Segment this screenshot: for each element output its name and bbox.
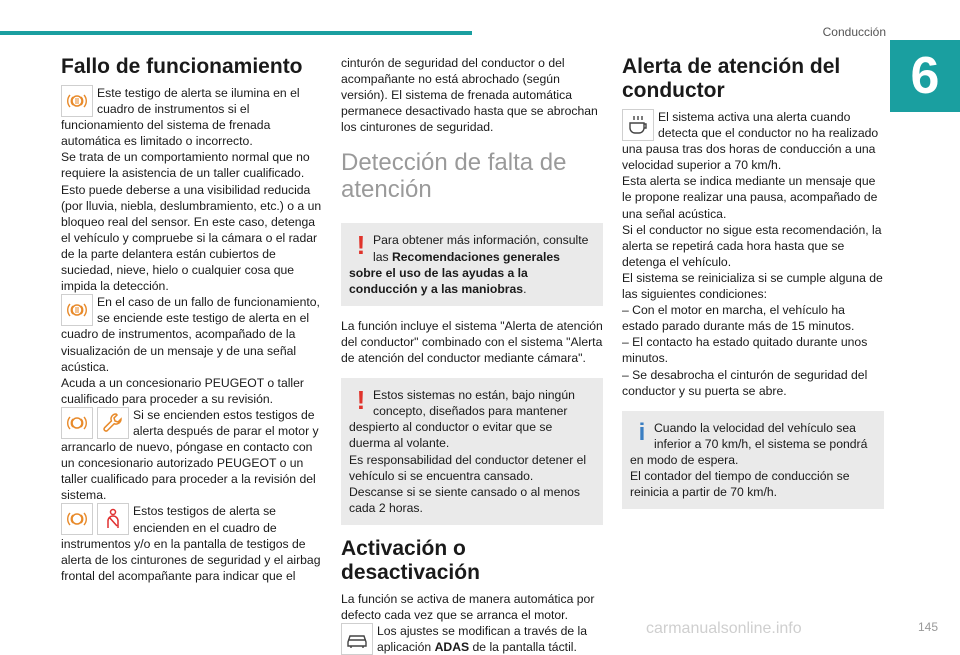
paragraph: Si el conductor no sigue esta recomendación, la alerta se repetirá cada hora hasta que se detenga el vehículo.	[622, 222, 882, 269]
list-item: – Con el motor en marcha, el vehículo ha estado parado durante más de 15 minutos.	[622, 303, 855, 334]
page-number: 145	[917, 620, 938, 634]
aeb-warning-icon	[61, 503, 93, 535]
list-item: – Se desabrocha el cinturón de seguridad del conductor y su puerta se abre.	[622, 367, 868, 398]
paragraph: La función incluye el sistema "Alerta de atención del conductor" combinado con el sistema "Alerta de atención del conductor mediante cámara".	[341, 318, 603, 366]
watermark: carmanualsonline.info	[646, 620, 802, 637]
paragraph: Esto puede deberse a una visibilidad reducida (por lluvia, niebla, deslumbramiento, etc.) o a un bloqueo real del sensor. En este caso, detenga el vehículo y compruebe si la cámara o el radar de la parte delantera están cubiertos de suciedad, nieve, hielo o cualquier cosa que impida la detección.	[61, 182, 322, 294]
paragraph: Este testigo de alerta se ilumina en el cuadro de instrumentos si el funcionamiento del sistema de frenada automática es limitado o incorrecto.	[61, 86, 300, 149]
paragraph: Acuda a un concesionario PEUGEOT o taller cualificado para proceder a su revisión.	[61, 375, 304, 406]
note-text: Estos sistemas no están, bajo ningún concepto, diseñados para mantener despierto al conductor o evitar que se duerma al volante. Es responsabilidad del conductor detener el vehículo si se encuentra cansado. Descanse si se siente cansado o al menos cada 2 horas.	[349, 388, 587, 515]
paragraph: Si se encienden estos testigos de alerta después de parar el motor y arrancarlo de nuevo, póngase en contacto con un concesionario autorizado PEUGEOT o un taller cualificado para proceder a la revisión del sistema.	[61, 407, 319, 503]
section-title-activacion: Activación o desactivación	[341, 536, 480, 584]
info-note	[622, 411, 884, 509]
exclamation-icon: !	[356, 385, 366, 416]
list-item: – El contacto ha estado quitado durante unos minutos.	[622, 335, 868, 366]
coffee-cup-icon	[622, 109, 654, 141]
section-title-fallo: Fallo de funcionamiento	[61, 55, 303, 78]
paragraph: El sistema activa una alerta cuando detecta que el conductor no ha realizado una pausa tras dos horas de conducción a una velocidad superior a 70 km/h.	[622, 110, 879, 173]
paragraph: Se trata de un comportamiento normal que no requiere la asistencia de un taller cualificado.	[61, 150, 310, 181]
section-title-deteccion: Detección de falta de atención	[341, 149, 567, 204]
column-2	[341, 55, 603, 655]
column-3	[622, 55, 884, 521]
paragraph: Estos testigos de alerta se encienden en el cuadro de instrumentos y/o en la pantalla de testigos de alerta de los cinturones de seguridad y el airbag frontal del acompañante para indicar que el	[61, 504, 321, 583]
paragraph: Esta alerta se indica mediante un mensaje que le propone realizar una pausa, acompañado de una señal acústica.	[622, 174, 878, 221]
exclamation-icon: !	[356, 230, 366, 261]
aeb-warning-icon	[61, 85, 93, 117]
chapter-number-badge: 6	[890, 40, 960, 112]
aeb-warning-icon	[61, 294, 93, 326]
aeb-warning-icon	[61, 407, 93, 439]
chapter-title: Conducción	[822, 25, 886, 39]
column-1	[61, 55, 323, 584]
warning-note	[341, 378, 603, 525]
paragraph: El sistema se reinicializa si se cumple alguna de las siguientes condiciones:	[622, 270, 883, 302]
paragraph: En el caso de un fallo de funcionamiento, se enciende este testigo de alerta en el cuadro de instrumentos, acompañado de la visualización de un mensaje y de una señal acústica.	[61, 295, 320, 374]
paragraph: La función se activa de manera automática por defecto cada vez que se arranca el motor.	[341, 591, 595, 622]
info-icon: i	[638, 418, 646, 446]
paragraph: cinturón de seguridad del conductor o del acompañante no está abrochado (según versión). El sistema de frenada automática permanece desactivado hasta que se abrochan los cinturones de seguridad.	[341, 56, 598, 135]
seatbelt-warning-icon	[97, 503, 129, 535]
note-text: Para obtener más información, consulte las Recomendaciones generales sobre el uso de las ayudas a la conducción y a las maniobras.	[349, 233, 589, 296]
warning-note	[341, 223, 603, 305]
paragraph: Los ajustes se modifican a través de la aplicación ADAS de la pantalla táctil.	[377, 624, 588, 655]
note-text: Cuando la velocidad del vehículo sea inferior a 70 km/h, el sistema se pondrá en modo de espera. El contador del tiempo de conducción se reinicia a partir de 70 km/h.	[630, 420, 868, 500]
section-title-alerta: Alerta de atención del conductor	[622, 55, 841, 102]
service-wrench-icon	[97, 407, 129, 439]
car-icon	[341, 623, 373, 655]
header-accent-bar	[0, 31, 472, 35]
